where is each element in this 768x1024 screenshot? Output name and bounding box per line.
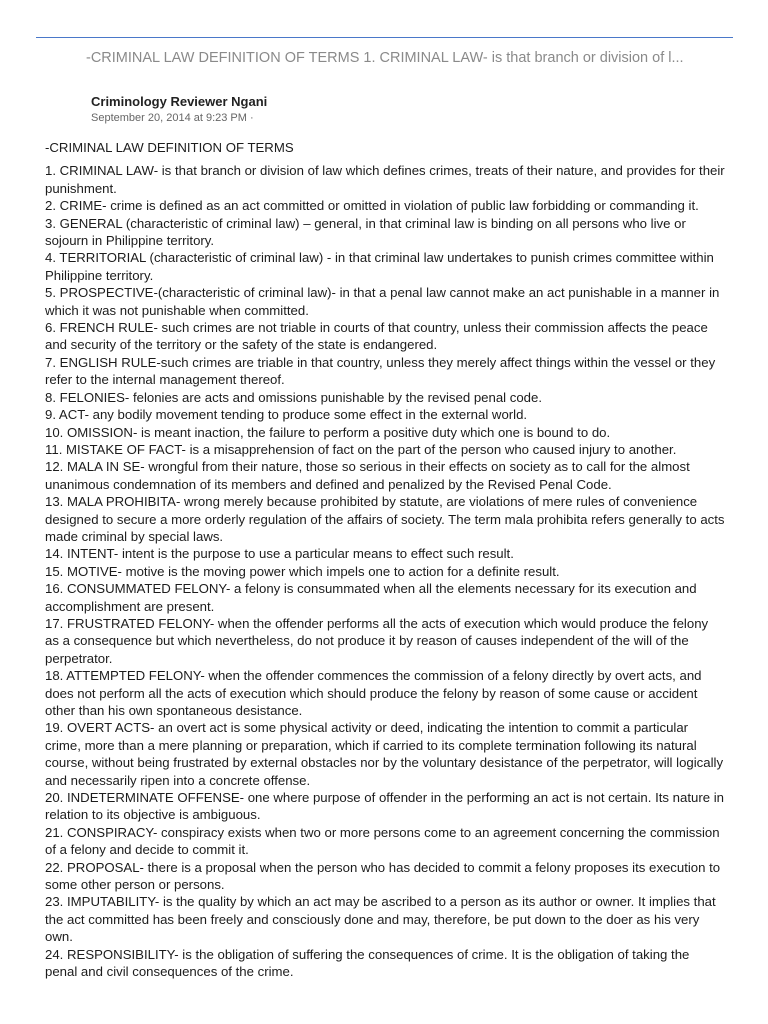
definition-item: 23. IMPUTABILITY- is the quality by which an act may be ascribed to a person as its author or owner. It implies that the act committed has been freely and consciously done and may, therefore, be put down to the doer as his very own. — [45, 894, 716, 945]
definition-item: 20. INDETERMINATE OFFENSE- one where purpose of offender in the performing an act is not certain. Its nature in relation to its objective is ambiguous. — [45, 790, 724, 823]
definition-item: 15. MOTIVE- motive is the moving power which impels one to action for a definite result. — [45, 563, 560, 579]
definition-item: 17. FRUSTRATED FELONY- when the offender performs all the acts of execution which would produce the felony as a consequence but which nevertheless, do not produce it by reason of causes independent of the will of the perpetrator. — [45, 615, 709, 666]
definition-item: 9. ACT- any bodily movement tending to produce some effect in the external world. — [45, 407, 528, 423]
author-name[interactable]: Criminology Reviewer Ngani — [91, 94, 268, 109]
definition-item: 12. MALA IN SE- wrongful from their nature, those so serious in their effects on society as to call for the almost unanimous condemnation of its members and defined and penalized by the Revised Penal Code. — [45, 459, 690, 492]
definition-item: 14. INTENT- intent is the purpose to use a particular means to effect such result. — [45, 546, 514, 562]
document-body — [45, 139, 725, 981]
definition-item: 19. OVERT ACTS- an overt act is some physical activity or deed, indicating the intention to commit a particular crime, more than a mere planning or preparation, which if carried to its complete termination following its natural course, without being frustrated by external obstacles nor by the voluntary desistance of the perpetrator, will logically and necessarily ripen into a concrete offense. — [45, 720, 724, 788]
body-heading: -CRIMINAL LAW DEFINITION OF TERMS — [45, 140, 294, 155]
definition-list — [45, 162, 725, 980]
document-title: -CRIMINAL LAW DEFINITION OF TERMS 1. CRIMINAL LAW- is that branch or division of l... — [86, 50, 684, 66]
definition-item: 22. PROPOSAL- there is a proposal when the person who has decided to commit a felony proposes its execution to some other person or persons. — [45, 859, 721, 893]
definition-item: 1. CRIMINAL LAW- is that branch or division of law which defines crimes, treats of their nature, and provides for their punishment. — [45, 163, 725, 196]
definition-item: 24. RESPONSIBILITY- is the obligation of suffering the consequences of crime. It is the obligation of taking the penal and civil consequences of the crime. — [45, 946, 690, 980]
definition-item: 4. TERRITORIAL (characteristic of criminal law) - in that criminal law undertakes to punish crimes committee within Philippine territory. — [45, 250, 714, 283]
definition-item: 11. MISTAKE OF FACT- is a misapprehension of fact on the part of the person who caused injury to another. — [45, 441, 677, 457]
definition-item: 16. CONSUMMATED FELONY- a felony is consummated when all the elements necessary for its execution and accomplishment are present. — [45, 581, 697, 614]
definition-item: 6. FRENCH RULE- such crimes are not triable in courts of that country, unless their commission affects the peace and security of the territory or the safety of the state is endangered. — [45, 320, 708, 353]
definition-item: 2. CRIME- crime is defined as an act committed or omitted in violation of public law forbidding or commanding it. — [45, 198, 699, 214]
definition-item: 21. CONSPIRACY- conspiracy exists when two or more persons come to an agreement concerning the commission of a felony and decide to commit it. — [45, 824, 720, 858]
header-divider — [36, 37, 733, 38]
definition-item: 10. OMISSION- is meant inaction, the failure to perform a positive duty which one is bound to do. — [45, 424, 611, 440]
definition-item: 7. ENGLISH RULE-such crimes are triable in that country, unless they merely affect things within the vessel or they refer to the internal management thereof. — [45, 354, 716, 388]
definition-item: 5. PROSPECTIVE-(characteristic of criminal law)- in that a penal law cannot make an act punishable in a manner in which it was not punishable when committed. — [45, 285, 720, 318]
definition-item: 8. FELONIES- felonies are acts and omissions punishable by the revised penal code. — [45, 389, 543, 405]
definition-item: 13. MALA PROHIBITA- wrong merely because prohibited by statute, are violations of mere rules of convenience designed to secure a more orderly regulation of the affairs of society. The term mala prohibita refers generally to acts made criminal by special laws. — [45, 494, 725, 544]
post-date[interactable]: September 20, 2014 at 9:23 PM · — [91, 112, 254, 124]
definition-item: 18. ATTEMPTED FELONY- when the offender commences the commission of a felony directly by overt acts, and does not perform all the acts of execution which should produce the felony by reason of some cause or accident other than his own spontaneous desistance. — [45, 668, 702, 718]
definition-item: 3. GENERAL (characteristic of criminal law) – general, in that criminal law is binding on all persons who live or sojourn in Philippine territory. — [45, 215, 686, 249]
